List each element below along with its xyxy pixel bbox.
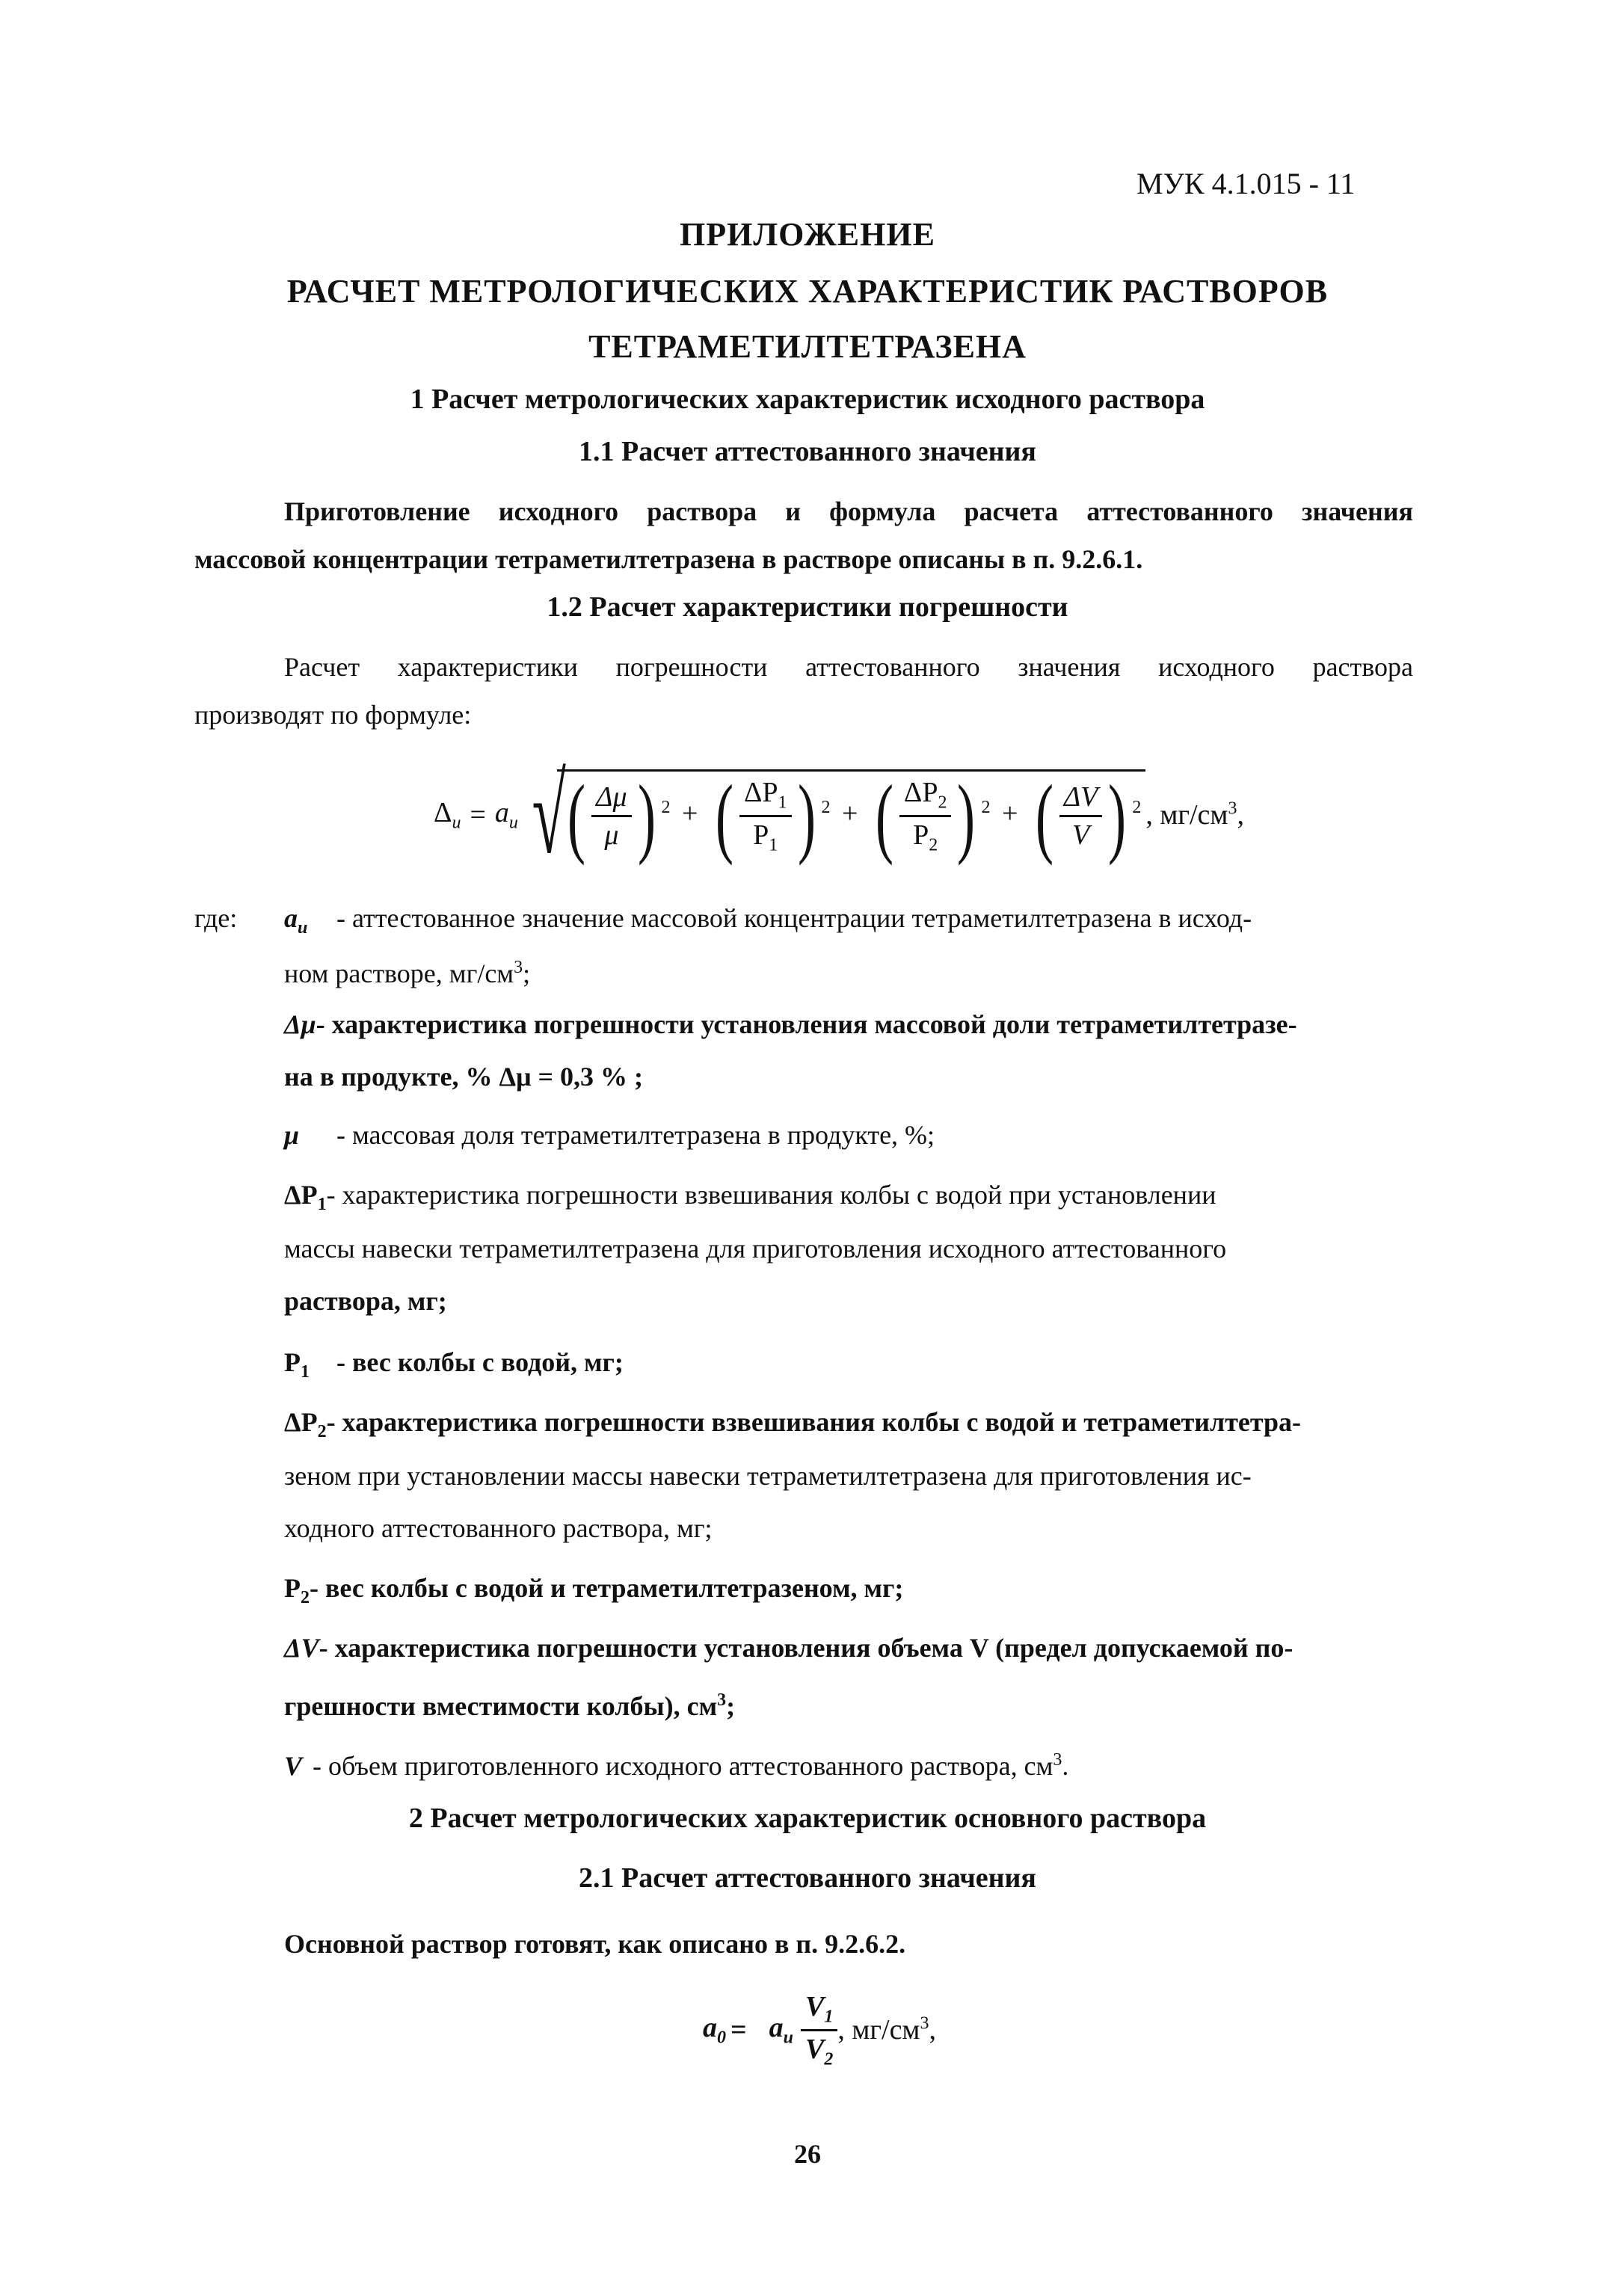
section2-title: 2 Расчет метрологических характеристик основного раствора — [408, 1803, 1207, 1834]
formula1-lhs: $\Delta_и$ — [434, 797, 461, 833]
term-p1: $\frac{\Delta P_1}{P_1}$ — [739, 776, 792, 855]
def-mu-line1: μ - массовая доля тетраметилтетразена в продукте, %; — [284, 1120, 935, 1150]
base-solution-formula — [703, 1981, 936, 2078]
main-title-line2: ТЕТРАМЕТИЛТЕТРАЗЕНА — [588, 328, 1027, 365]
section1-1-paragraph-line1: Приготовление исходного раствора и формула расчета аттестованного значения — [284, 496, 1413, 526]
def-dp1-line2: массы навески тетраметилтетразена для приготовления исходного аттестованного — [284, 1234, 1227, 1264]
def-dp2-line3: ходного аттестованного раствора, мг; — [284, 1513, 713, 1543]
sqrt-symbol: √ — [532, 753, 566, 877]
formula1-equals: = — [470, 799, 486, 831]
def-dp2-line1: $\Delta P_2-$ характеристика погрешности взвешивания колбы с водой и тетраметилтетра- — [284, 1407, 1302, 1442]
def-dv-line1: ΔV- характеристика погрешности установления объема V (предел допускаемой по- — [284, 1633, 1293, 1663]
formula2-unit: , $мг/см^3$, — [837, 2013, 936, 2046]
def-dmu-line1: Δμ- характеристика погрешности установления массовой доли тетраметилтетразе- — [284, 1009, 1297, 1039]
page-number: 26 — [794, 2139, 821, 2169]
section2-1-title: 2.1 Расчет аттестованного значения — [579, 1862, 1036, 1894]
appendix-title: ПРИЛОЖЕНИЕ — [680, 216, 935, 253]
section2-1-paragraph: Основной раствор готовят, как описано в п. 9.2.6.2. — [284, 1929, 906, 1959]
formula1-unit: , $мг/см^3$, — [1145, 798, 1244, 831]
def-dp1-line3: раствора, мг; — [284, 1286, 447, 1316]
def-dp2-line2: зеном при установлении массы навески тетраметилтетразена для приготовления ис- — [284, 1461, 1252, 1491]
term-p2: $\frac{\Delta P_2}{P_2}$ — [899, 776, 952, 855]
formula2-lhs: $a_0$ — [703, 2012, 726, 2048]
def-dv-line2: грешности вместимости колбы), $см^3$; — [284, 1690, 736, 1721]
section1-1-paragraph-line2: массовой концентрации тетраметилтетразена в растворе описаны в п. 9.2.6.1. — [194, 544, 1143, 574]
def-p1-line1: $P_1$ - вес колбы с водой, мг; — [284, 1347, 624, 1382]
def-a-line1: $a_и$ - аттестованное значение массовой концентрации тетраметилтетразена в исход- — [284, 903, 1252, 938]
def-a-line2: ном растворе, $мг/см^3$; — [284, 958, 531, 988]
def-p2-line1: $P_2-$ вес колбы с водой и тетраметилтетразеном, мг; — [284, 1573, 904, 1608]
def-v-line1: V - объем приготовленного исходного аттестованного раствора, $см^3$. — [284, 1750, 1069, 1781]
formula2-coef: $a_и$ — [769, 2012, 794, 2048]
formula2-equals: = — [730, 2014, 747, 2046]
where-label: где: — [194, 903, 238, 933]
def-dp1-line1: $\Delta P_1-$ характеристика погрешности взвешивания колбы с водой при установлении — [284, 1180, 1216, 1215]
def-dmu-line2: на в продукте, % Δμ = 0,3 % ; — [284, 1062, 644, 1092]
main-title-line1: РАСЧЕТ МЕТРОЛОГИЧЕСКИХ ХАРАКТЕРИСТИК РАСТВОРОВ — [286, 273, 1329, 310]
error-formula — [434, 755, 1244, 875]
section1-2-title: 1.2 Расчет характеристики погрешности — [547, 591, 1068, 623]
document-code: МУК 4.1.015 - 11 — [1136, 167, 1356, 200]
section1-2-paragraph-line1: Расчет характеристики погрешности аттестованного значения исходного раствора — [284, 652, 1413, 682]
formula2-fraction: $\frac{V_1}{V_2}$ — [801, 1990, 837, 2069]
sqrt-content: ( $\frac{\Delta\mu}{\mu}$ ) $^2$ + ( $\frac{\Delta P_1}{P_1}$ ) $^2$ + ( $\frac{\Delta P_2}{P_2}$ ) $^2$ + ( $\frac{\Delta V}{V}$ ) $^2$ — [557, 769, 1145, 861]
section1-title: 1 Расчет метрологических характеристик исходного раствора — [410, 384, 1205, 415]
formula1-coef: $a_и$ — [494, 797, 518, 833]
section1-1-title: 1.1 Расчет аттестованного значения — [579, 436, 1036, 467]
term-mu: $\frac{\Delta\mu}{\mu}$ — [591, 781, 631, 852]
term-v: $\frac{\Delta V}{V}$ — [1059, 781, 1103, 852]
section1-2-paragraph-line2: производят по формуле: — [194, 700, 472, 730]
